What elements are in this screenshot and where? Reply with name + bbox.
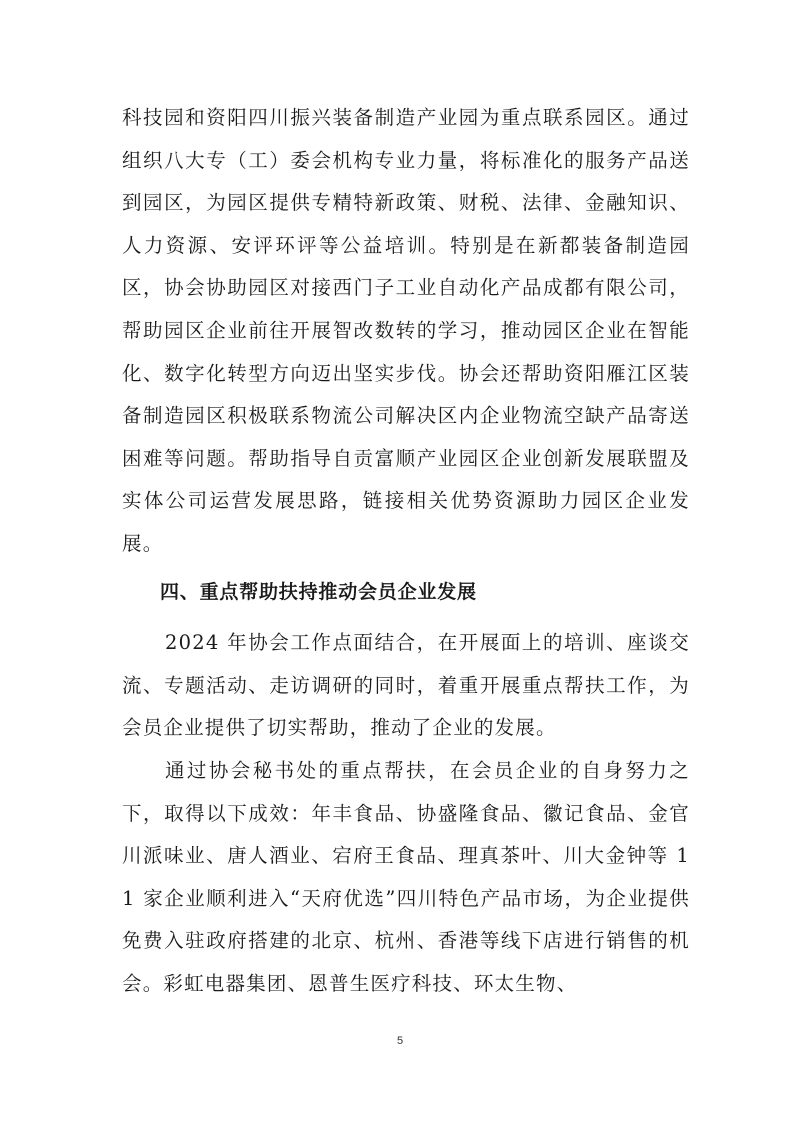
body-paragraph-2: 2024 年协会工作点面结合，在开展面上的培训、座谈交流、专题活动、走访调研的同时，着重开展重点帮扶工作，为会员企业提供了切实帮助，推动了企业的发展。 xyxy=(122,631,690,740)
body-paragraph-3: 通过协会秘书处的重点帮扶，在会员企业的自身努力之下，取得以下成效：年丰食品、协盛隆食品、徽记食品、金官川派味业、唐人酒业、宕府王食品、理真茶叶、川大金钟等 11 家企业顺利进入“天府优选”四川特色产品市场，为企业提供免费入驻政府搭建的北京、杭州、香港等线下店进行销售的机会。彩虹电器集团、恩普生医疗科技、环太生物、 xyxy=(122,759,690,995)
section-heading: 四、重点帮助扶持推动会员企业发展 xyxy=(160,581,477,603)
page-number: 5 xyxy=(396,1035,404,1047)
body-paragraph-1: 科技园和资阳四川振兴装备制造产业园为重点联系园区。通过组织八大专（工）委会机构专业力量，将标准化的服务产品送到园区，为园区提供专精特新政策、财税、法律、金融知识、人力资源、安评环评等公益培训。特别是在新都装备制造园区，协会协助园区对接西门子工业自动化产品成都有限公司，帮助园区企业前往开展智改数转的学习，推动园区企业在智能化、数字化转型方向迈出坚实步伐。协会还帮助资阳雁江区装备制造园区积极联系物流公司解决区内企业物流空缺产品寄送困难等问题。帮助指导自贡富顺产业园区企业创新发展联盟及实体公司运营发展思路，链接相关优势资源助力园区企业发展。 xyxy=(122,106,690,555)
